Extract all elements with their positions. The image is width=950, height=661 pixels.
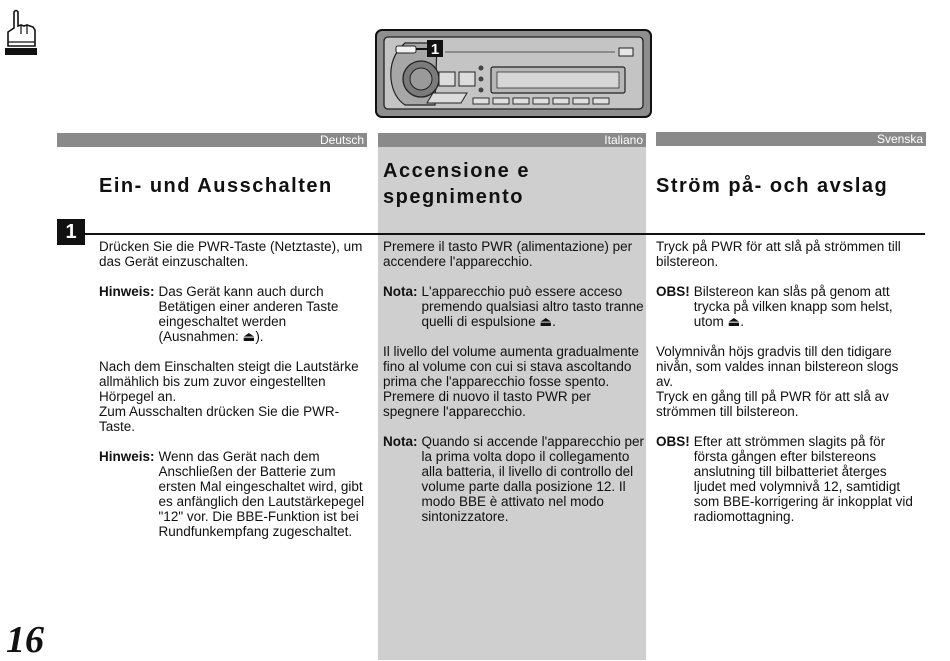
note [656, 434, 918, 524]
note-label: OBS! [656, 284, 690, 299]
language-bar-svenska: Svenska [656, 132, 926, 146]
section-title-italiano: Accensione e spegnimento [383, 160, 530, 208]
note [656, 284, 918, 329]
note [383, 434, 645, 524]
column-italiano [383, 239, 645, 539]
section-title-deutsch: Ein- und Ausschalten [99, 175, 333, 197]
note-label: Hinweis: [99, 284, 155, 299]
note-text: Quando si accende l'apparecchio per la prima volta dopo il collegamento alla batteria, il livello di controllo del volume parte dalla posizione 12. Il modo BBE è attivato nel modo sintonizzatore. [421, 434, 644, 524]
language-bar-italiano: Italiano [378, 133, 646, 147]
note-text: Wenn das Gerät nach dem Anschließen der Batterie zum ersten Mal eingeschaltet wird, gibt es anfänglich den Lautstärkepegel "12" vor. Die BBE-Funktion ist bei Rundfunkempfang zugeschaltet. [158, 449, 365, 539]
callout-label: 1 [430, 41, 440, 58]
column-deutsch [99, 239, 367, 554]
note [383, 284, 645, 329]
step-badge: 1 [57, 219, 85, 245]
paragraph: Volymnivån höjs gradvis till den tidigare nivån, som valdes innan bilstereon slogs av. Tryck en gång till på PWR för att slå av strömmen till bilstereon. [656, 344, 899, 419]
language-bar-deutsch: Deutsch [57, 133, 367, 147]
note-label: Nota: [383, 284, 418, 299]
note-label: Nota: [383, 434, 418, 449]
note-text: L'apparecchio può essere acceso premendo qualsiasi altro tasto tranne quelli di espulsione ⏏. [421, 284, 644, 329]
hand-pointer-icon [5, 8, 39, 56]
paragraph: Premere il tasto PWR (alimentazione) per accendere l'apparecchio. [383, 239, 633, 269]
paragraph: Il livello del volume aumenta gradualmente fino al volume con cui si stava ascoltando prima che l'apparecchio fosse spento. Premere di nuovo il tasto PWR per spegnere l'apparecchio. [383, 344, 639, 419]
note [99, 284, 367, 344]
car-stereo-illustration [375, 29, 653, 119]
page-number: 16 [6, 619, 44, 661]
paragraph: Tryck på PWR för att slå på strömmen till bilstereon. [656, 239, 901, 269]
note-text: Das Gerät kann auch durch Betätigen einer anderen Taste eingeschaltet werden (Ausnahmen: ⏏). [158, 284, 339, 344]
paragraph: Nach dem Einschalten steigt die Lautstärke allmählich bis zum zuvor eingestellten Hörpegel an. Zum Ausschalten drücken Sie die PWR-Taste. [99, 359, 359, 434]
column-svenska [656, 239, 918, 539]
section-divider [57, 233, 925, 235]
section-title-svenska: Ström på- och avslag [656, 175, 889, 197]
note-label: Hinweis: [99, 449, 155, 464]
note-text: Efter att strömmen slagits på för första gången efter bilstereons anslutning till bilbatteriet återges ljudet med volymnivå 12, samtidigt som BBE-korrigering är inkopplat vid radiomottagning. [693, 434, 913, 524]
note-text: Bilstereon kan slås på genom att trycka på vilken knapp som helst, utom ⏏. [693, 284, 893, 329]
paragraph: Drücken Sie die PWR-Taste (Netztaste), um das Gerät einzuschalten. [99, 239, 363, 269]
note [99, 449, 367, 539]
note-label: OBS! [656, 434, 690, 449]
